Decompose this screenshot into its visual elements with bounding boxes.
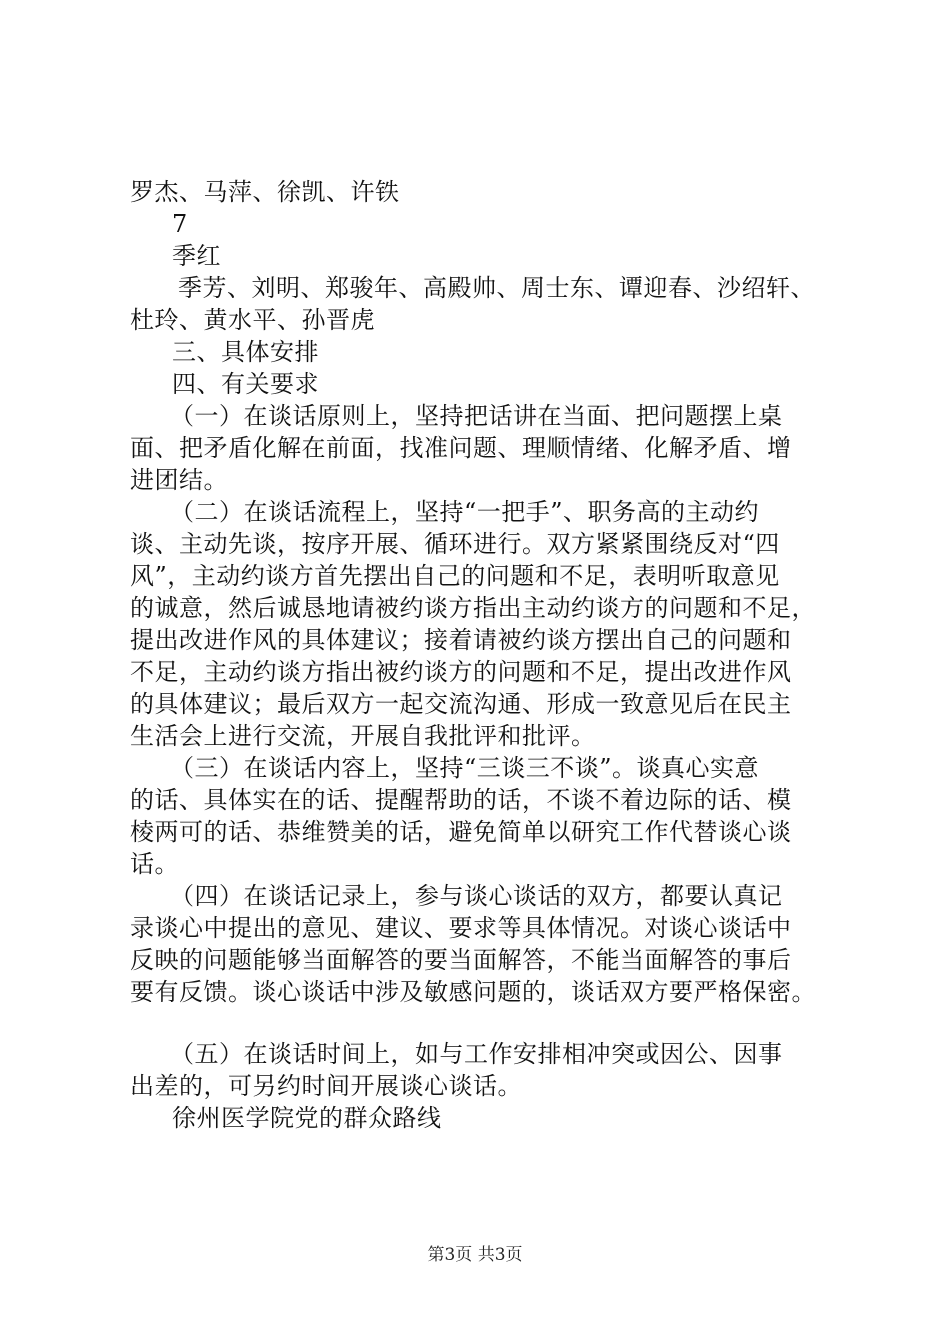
paragraph-line: 风”，主动约谈方首先摆出自己的问题和不足，表明听取意见 <box>130 562 780 590</box>
paragraph-line: （五）在谈话时间上，如与工作安排相冲突或因公、因事 <box>170 1040 783 1068</box>
paragraph-line: 出差的，可另约时间开展谈心谈话。 <box>130 1072 522 1100</box>
text-line: 7 <box>172 210 188 238</box>
paragraph-line: 谈、主动先谈，按序开展、循环进行。双方紧紧围绕反对“四 <box>130 530 780 558</box>
paragraph-line: 不足，主动约谈方指出被约谈方的问题和不足，提出改进作风 <box>130 658 792 686</box>
page-number-footer: 第3页 共3页 <box>427 1245 523 1265</box>
paragraph-line: （三）在谈话内容上，坚持“三谈三不谈”。谈真心实意 <box>170 754 760 782</box>
section-heading: 三、具体安排 <box>172 338 319 366</box>
paragraph-line: （四）在谈话记录上，参与谈心谈话的双方，都要认真记 <box>170 882 783 910</box>
text-line: 杜玲、黄水平、孙晋虎 <box>130 306 375 334</box>
paragraph-line: （一）在谈话原则上，坚持把话讲在当面、把问题摆上桌 <box>170 402 783 430</box>
paragraph-line: 提出改进作风的具体建议；接着请被约谈方摆出自己的问题和 <box>130 626 792 654</box>
paragraph-line: 录谈心中提出的意见、建议、要求等具体情况。对谈心谈话中 <box>130 914 792 942</box>
paragraph-line: 反映的问题能够当面解答的要当面解答，不能当面解答的事后 <box>130 946 792 974</box>
paragraph-line: （二）在谈话流程上，坚持“一把手”、职务高的主动约 <box>170 498 760 526</box>
paragraph-line: 棱两可的话、恭维赞美的话，避免简单以研究工作代替谈心谈 <box>130 818 792 846</box>
paragraph-line: 的诚意，然后诚恳地请被约谈方指出主动约谈方的问题和不足， <box>130 594 816 622</box>
paragraph-line: 进团结。 <box>130 466 228 494</box>
paragraph-line: 要有反馈。谈心谈话中涉及敏感问题的，谈话双方要严格保密。 <box>130 978 816 1006</box>
text-line: 季芳、刘明、郑骏年、高殿帅、周士东、谭迎春、沙绍轩、 <box>178 274 815 302</box>
paragraph-line: 的话、具体实在的话、提醒帮助的话，不谈不着边际的话、模 <box>130 786 792 814</box>
text-line: 罗杰、马萍、徐凯、许铁 <box>130 178 400 206</box>
paragraph-line: 面、把矛盾化解在前面，找准问题、理顺情绪、化解矛盾、增 <box>130 434 792 462</box>
paragraph-line: 徐州医学院党的群众路线 <box>172 1104 442 1132</box>
paragraph-line: 话。 <box>130 850 179 878</box>
section-heading: 四、有关要求 <box>172 370 319 398</box>
paragraph-line: 生活会上进行交流，开展自我批评和批评。 <box>130 722 596 750</box>
paragraph-line: 的具体建议；最后双方一起交流沟通、形成一致意见后在民主 <box>130 690 792 718</box>
text-line: 季红 <box>172 242 221 270</box>
